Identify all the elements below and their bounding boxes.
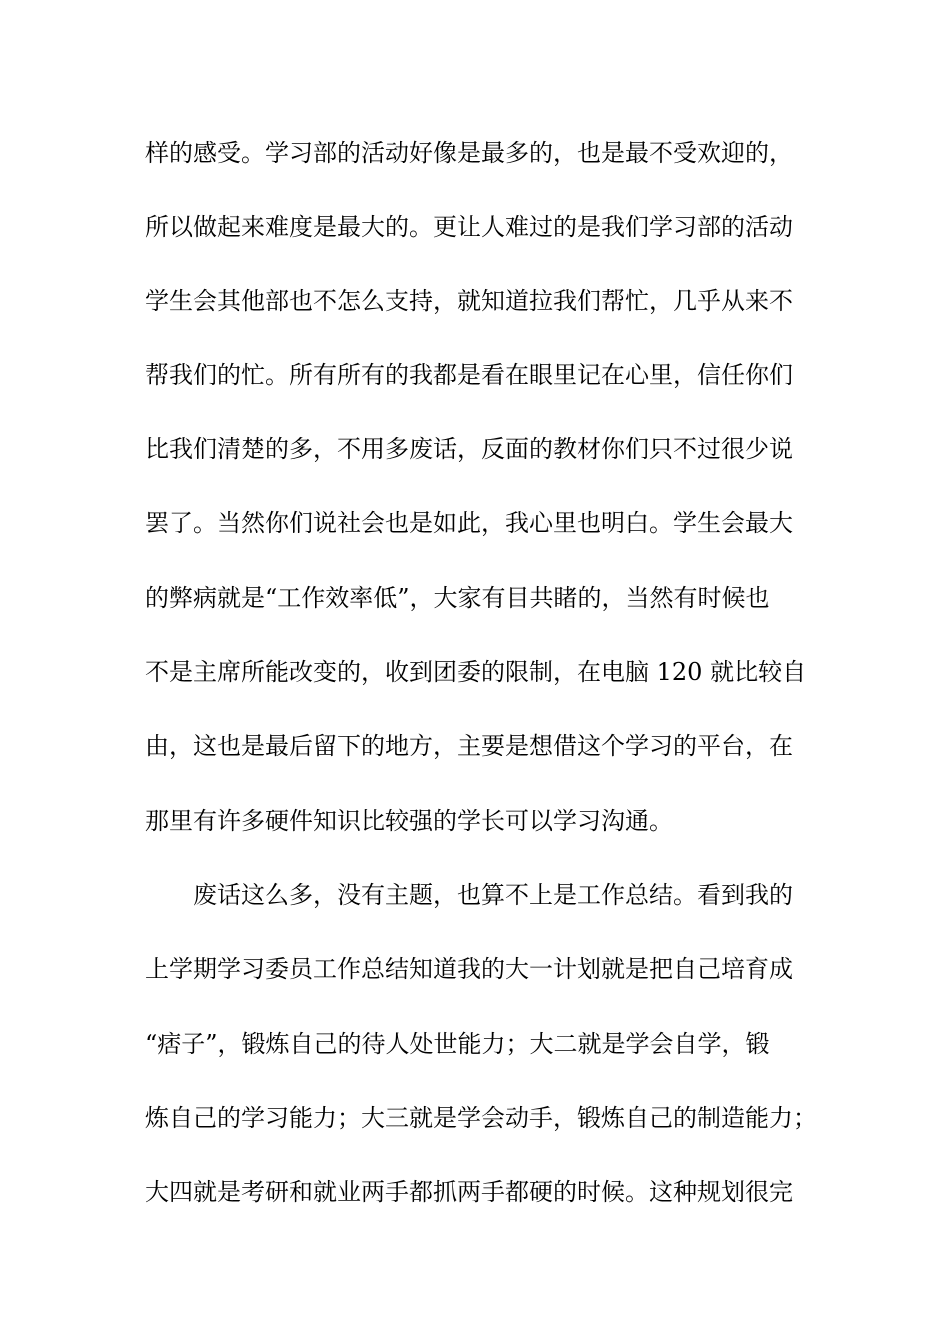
paragraph-1-line-7: 的弊病就是“工作效率低”，大家有目共睹的，当然有时候也 xyxy=(145,584,770,612)
paragraph-2-line-3: “痞子”，锻炼自己的待人处世能力；大二就是学会自学，锻 xyxy=(145,1030,770,1058)
paragraph-1-line-1: 样的感受。学习部的活动好像是最多的，也是最不受欢迎的， xyxy=(145,139,793,167)
paragraph-2-line-5: 大四就是考研和就业两手都抓两手都硬的时候。这种规划很完 xyxy=(145,1178,793,1206)
paragraph-1-line-6: 罢了。当然你们说社会也是如此，我心里也明白。学生会最大 xyxy=(145,509,793,537)
paragraph-1-line-5: 比我们清楚的多，不用多废话，反面的教材你们只不过很少说 xyxy=(145,435,793,463)
paragraph-2-line-1: 废话这么多，没有主题，也算不上是工作总结。看到我的 xyxy=(193,881,793,909)
paragraph-1-line-4: 帮我们的忙。所有所有的我都是看在眼里记在心里，信任你们 xyxy=(145,361,793,389)
paragraph-1-line-2: 所以做起来难度是最大的。更让人难过的是我们学习部的活动 xyxy=(145,213,793,241)
paragraph-1-line-3: 学生会其他部也不怎么支持，就知道拉我们帮忙，几乎从来不 xyxy=(145,287,793,315)
paragraph-2-line-2: 上学期学习委员工作总结知道我的大一计划就是把自己培育成 xyxy=(145,955,793,983)
paragraph-2-line-4: 炼自己的学习能力；大三就是学会动手，锻炼自己的制造能力； xyxy=(145,1104,817,1132)
paragraph-1-line-8: 不是主席所能改变的，收到团委的限制，在电脑 120 就比较自 xyxy=(145,658,807,686)
paragraph-1-line-9: 由，这也是最后留下的地方，主要是想借这个学习的平台，在 xyxy=(145,732,793,760)
paragraph-1-line-10: 那里有许多硬件知识比较强的学长可以学习沟通。 xyxy=(145,807,673,835)
